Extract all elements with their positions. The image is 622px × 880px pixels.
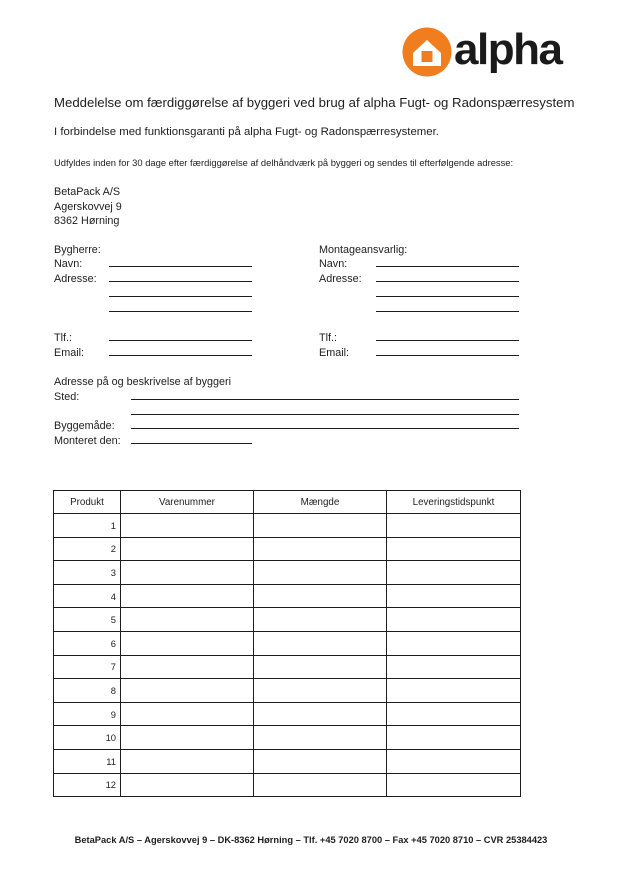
table-row xyxy=(54,584,521,608)
item-number-cell[interactable] xyxy=(121,655,254,679)
bygherre-name-label: Navn: xyxy=(54,258,83,270)
delivery-time-cell[interactable] xyxy=(387,749,521,773)
bygherre-phone-field[interactable] xyxy=(109,340,252,341)
row-number: 5 xyxy=(54,608,121,632)
bygherre-address-field-1[interactable] xyxy=(109,281,252,282)
delivery-time-cell[interactable] xyxy=(387,537,521,561)
montage-name-label: Navn: xyxy=(319,258,348,270)
item-number-cell[interactable] xyxy=(121,537,254,561)
quantity-cell[interactable] xyxy=(254,514,387,538)
quantity-cell[interactable] xyxy=(254,561,387,585)
address-company: BetaPack A/S xyxy=(54,186,121,198)
table-row xyxy=(54,561,521,585)
montage-address-field-1[interactable] xyxy=(376,281,519,282)
delivery-time-cell[interactable] xyxy=(387,679,521,703)
delivery-time-cell[interactable] xyxy=(387,631,521,655)
bygherre-address-field-2[interactable] xyxy=(109,296,252,297)
site-label: Sted: xyxy=(54,391,80,403)
table-header-row xyxy=(54,491,521,514)
bygherre-heading: Bygherre: xyxy=(54,244,101,256)
product-table xyxy=(53,490,521,797)
quantity-cell[interactable] xyxy=(254,655,387,679)
column-header-quantity: Mængde xyxy=(254,491,387,514)
table-row xyxy=(54,655,521,679)
delivery-time-cell[interactable] xyxy=(387,655,521,679)
quantity-cell[interactable] xyxy=(254,584,387,608)
address-city: 8362 Hørning xyxy=(54,215,120,227)
product-table-body xyxy=(54,514,521,797)
table-row xyxy=(54,631,521,655)
column-header-item-number: Varenummer xyxy=(121,491,254,514)
recipient-address xyxy=(54,185,122,229)
montage-address-field-3[interactable] xyxy=(376,311,519,312)
row-number: 1 xyxy=(54,514,121,538)
row-number: 6 xyxy=(54,631,121,655)
byggeri-heading: Adresse på og beskrivelse af byggeri xyxy=(54,376,232,388)
item-number-cell[interactable] xyxy=(121,702,254,726)
delivery-time-cell[interactable] xyxy=(387,584,521,608)
row-number: 2 xyxy=(54,537,121,561)
item-number-cell[interactable] xyxy=(121,514,254,538)
bygherre-address-field-3[interactable] xyxy=(109,311,252,312)
table-row xyxy=(54,773,521,797)
quantity-cell[interactable] xyxy=(254,608,387,632)
quantity-cell[interactable] xyxy=(254,702,387,726)
delivery-time-cell[interactable] xyxy=(387,702,521,726)
row-number: 10 xyxy=(54,726,121,750)
row-number: 7 xyxy=(54,655,121,679)
row-number: 11 xyxy=(54,749,121,773)
quantity-cell[interactable] xyxy=(254,749,387,773)
instructions-text: Udfyldes inden for 30 dage efter færdiggørelse af delhåndværk på byggeri og sendes til efterfølgende adresse: xyxy=(54,157,514,168)
row-number: 9 xyxy=(54,702,121,726)
mounted-date-label: Monteret den: xyxy=(54,435,121,447)
delivery-time-cell[interactable] xyxy=(387,726,521,750)
delivery-time-cell[interactable] xyxy=(387,514,521,538)
table-row xyxy=(54,514,521,538)
table-row xyxy=(54,726,521,750)
item-number-cell[interactable] xyxy=(121,584,254,608)
construction-method-label: Byggemåde: xyxy=(54,420,115,432)
table-row xyxy=(54,749,521,773)
montage-email-field[interactable] xyxy=(376,355,519,356)
quantity-cell[interactable] xyxy=(254,773,387,797)
house-logo-icon xyxy=(402,27,452,77)
delivery-time-cell[interactable] xyxy=(387,773,521,797)
row-number: 8 xyxy=(54,679,121,703)
footer-company-info: BetaPack A/S – Agerskovvej 9 – DK-8362 Hørning – Tlf. +45 7020 8700 – Fax +45 7020 8710 – CVR 25384423 xyxy=(74,835,548,845)
montage-address-field-2[interactable] xyxy=(376,296,519,297)
montage-heading: Montageansvarlig: xyxy=(319,244,408,256)
item-number-cell[interactable] xyxy=(121,631,254,655)
bygherre-email-label: Email: xyxy=(54,347,84,359)
row-number: 3 xyxy=(54,561,121,585)
mounted-date-field[interactable] xyxy=(131,443,252,444)
item-number-cell[interactable] xyxy=(121,726,254,750)
column-header-delivery-time: Leveringstidspunkt xyxy=(387,491,521,514)
quantity-cell[interactable] xyxy=(254,537,387,561)
montage-phone-field[interactable] xyxy=(376,340,519,341)
item-number-cell[interactable] xyxy=(121,608,254,632)
bygherre-phone-label: Tlf.: xyxy=(54,332,72,344)
site-field-2[interactable] xyxy=(131,414,519,415)
quantity-cell[interactable] xyxy=(254,726,387,750)
montage-name-field[interactable] xyxy=(376,266,519,267)
bygherre-address-label: Adresse: xyxy=(54,273,97,285)
quantity-cell[interactable] xyxy=(254,679,387,703)
row-number: 12 xyxy=(54,773,121,797)
page-subtitle: I forbindelse med funktionsgaranti på alpha Fugt- og Radonspærresystemer. xyxy=(54,126,439,138)
page-title: Meddelelse om færdiggørelse af byggeri ved brug af alpha Fugt- og Radonspærresystem xyxy=(54,95,575,110)
table-row xyxy=(54,702,521,726)
montage-phone-label: Tlf.: xyxy=(319,332,337,344)
address-street: Agerskovvej 9 xyxy=(54,200,122,213)
table-row xyxy=(54,608,521,632)
bygherre-name-field[interactable] xyxy=(109,266,252,267)
table-row xyxy=(54,679,521,703)
item-number-cell[interactable] xyxy=(121,773,254,797)
montage-address-label: Adresse: xyxy=(319,273,362,285)
table-row xyxy=(54,537,521,561)
delivery-time-cell[interactable] xyxy=(387,608,521,632)
row-number: 4 xyxy=(54,584,121,608)
quantity-cell[interactable] xyxy=(254,631,387,655)
item-number-cell[interactable] xyxy=(121,749,254,773)
item-number-cell[interactable] xyxy=(121,679,254,703)
logo-wordmark: alpha xyxy=(454,25,562,74)
montage-email-label: Email: xyxy=(319,347,349,359)
bygherre-email-field[interactable] xyxy=(109,355,252,356)
construction-method-field[interactable] xyxy=(131,428,519,429)
delivery-time-cell[interactable] xyxy=(387,561,521,585)
alpha-logo xyxy=(402,26,580,80)
column-header-product: Produkt xyxy=(54,491,121,514)
item-number-cell[interactable] xyxy=(121,561,254,585)
site-field-1[interactable] xyxy=(131,399,519,400)
